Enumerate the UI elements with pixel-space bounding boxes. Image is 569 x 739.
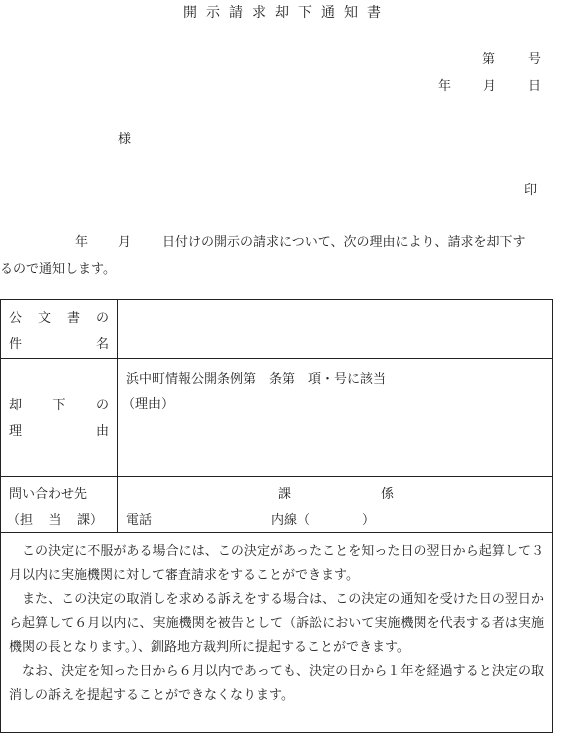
intro-line-2: るので通知します。 [0, 262, 116, 277]
notice-text [1, 533, 553, 733]
row-notice [1, 533, 553, 733]
contact-staff: 係 [381, 487, 395, 502]
date-month: 月 [483, 79, 497, 94]
number-prefix: 第 [482, 52, 496, 67]
label-document-name: 公 文 書 の 件 名 [1, 300, 118, 359]
date-year: 年 [438, 79, 452, 94]
reason-detail-label: （理由） [122, 397, 175, 412]
value-reason [118, 359, 553, 477]
number-suffix: 号 [528, 52, 542, 67]
value-document-name [118, 300, 553, 359]
row-reason [1, 359, 553, 477]
label-contact: 問い合わせ先 （担 当 課） [1, 477, 118, 533]
value-contact [118, 477, 553, 533]
label-reason: 却 下 の 理 由 [1, 359, 118, 477]
notice-paragraph: この決定に不服がある場合には、この決定があったことを知った日の翌日から起算して３月以内に実施機関に対して審査請求をすることができます。 [9, 544, 544, 583]
notice-paragraph: なお、決定を知った日から６月以内であっても、決定の日から１年を経過すると決定の取消しの訴えを提起することができなくなります。 [9, 664, 544, 703]
document-title: 開示請求却下通知書 [183, 5, 390, 21]
request-table [0, 299, 553, 733]
contact-phone-label: 電話 [126, 513, 153, 528]
reason-clause: 浜中町情報公開条例第 条第 項・号に該当 [126, 372, 387, 387]
intro-month: 月 [118, 235, 132, 250]
contact-section: 課 [278, 487, 292, 502]
row-contact [1, 477, 553, 533]
notice-paragraph: また、この決定の取消しを求める訴えをする場合は、この決定の通知を受けた日の翌日から起算して６月以内に、実施機関を被告として（訴訟において実施機関を代表する者は実施機関の長となります。）、釧路地方裁判所に提起することができます。 [9, 592, 544, 655]
intro-text: 日付けの開示の請求について、次の理由により、請求を却下す [162, 235, 526, 250]
date-day: 日 [528, 79, 542, 94]
seal-mark: 印 [524, 183, 538, 198]
intro-year: 年 [75, 235, 89, 250]
contact-extension: 内線（ ） [271, 513, 376, 528]
row-document-name [1, 300, 553, 359]
addressee-suffix: 様 [118, 132, 132, 147]
